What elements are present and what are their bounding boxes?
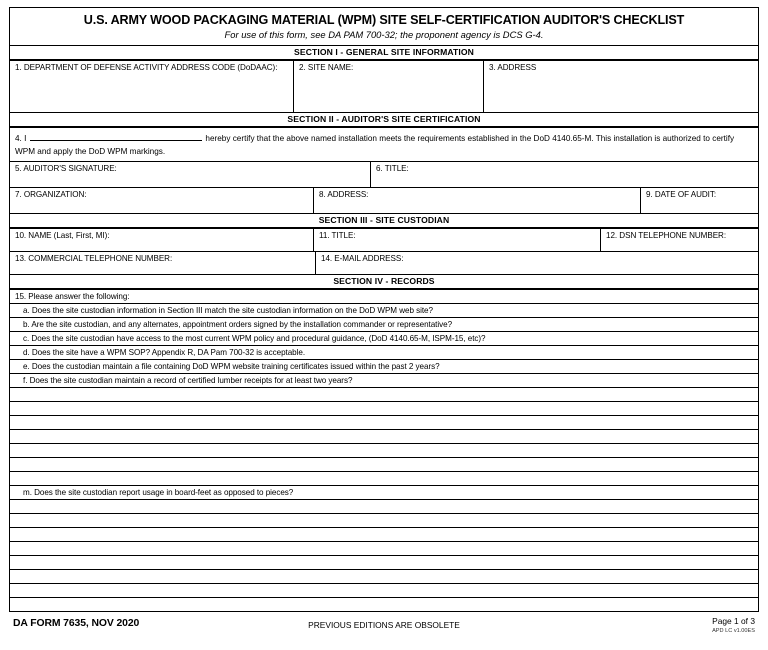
records-question-1[interactable]: b. Are the site custodian, and any alternates, appointment orders signed by the installation commander or representative?: [10, 317, 758, 331]
field-custodian-name[interactable]: [10, 229, 313, 251]
organization-row: [10, 187, 758, 213]
auditor-name-blank[interactable]: [30, 131, 202, 141]
field-auditor-signature-label: 5. AUDITOR'S SIGNATURE:: [15, 164, 117, 173]
section-1-row: [10, 60, 758, 112]
field-email-address-label: 14. E-MAIL ADDRESS:: [321, 254, 404, 263]
records-blank-row[interactable]: [10, 527, 758, 541]
field-auditor-signature[interactable]: [10, 162, 370, 187]
field-commercial-phone[interactable]: [10, 252, 315, 274]
section-3-body: [9, 227, 759, 274]
records-blank-row[interactable]: [10, 387, 758, 401]
records-blank-row[interactable]: [10, 499, 758, 513]
field-dsn-phone-label: 12. DSN TELEPHONE NUMBER:: [606, 231, 727, 240]
field-address-label: 3. ADDRESS: [489, 63, 537, 72]
field-dodaac-label: 1. DEPARTMENT OF DEFENSE ACTIVITY ADDRESS CODE (DoDAAC):: [15, 63, 278, 72]
field-auditor-address-label: 8. ADDRESS:: [319, 190, 369, 199]
field-date-of-audit-label: 9. DATE OF AUDIT:: [646, 190, 717, 199]
field-custodian-title[interactable]: [313, 229, 600, 251]
field-organization-label: 7. ORGANIZATION:: [15, 190, 87, 199]
records-question-m[interactable]: m. Does the site custodian report usage in board-feet as opposed to pieces?: [10, 485, 758, 499]
certification-body: hereby certify that the above named installation meets the requirements established in the DoD 4140.65-M. This installation is authorized to certify WPM and apply the DoD WPM markings.: [15, 134, 735, 156]
records-blank-row[interactable]: [10, 429, 758, 443]
signature-row: [10, 161, 758, 187]
records-blank-row[interactable]: [10, 513, 758, 527]
records-blank-row[interactable]: [10, 583, 758, 597]
field-commercial-phone-label: 13. COMMERCIAL TELEPHONE NUMBER:: [15, 254, 173, 263]
records-blank-row[interactable]: [10, 443, 758, 457]
form-id: DA FORM 7635, NOV 2020: [13, 618, 140, 629]
records-blank-row[interactable]: [10, 597, 758, 611]
records-question-4[interactable]: e. Does the custodian maintain a file containing DoD WPM website training certificates issued within the past 2 years?: [10, 359, 758, 373]
section-heading-4: SECTION IV - RECORDS: [9, 274, 759, 288]
custodian-contact-row: [10, 251, 758, 274]
records-question-5[interactable]: f. Does the site custodian maintain a record of certified lumber receipts for at least two years?: [10, 373, 758, 387]
records-blank-row[interactable]: [10, 471, 758, 485]
field-custodian-title-label: 11. TITLE:: [319, 231, 356, 240]
records-blank-row[interactable]: [10, 541, 758, 555]
page-number: Page 1 of 3: [712, 616, 755, 626]
records-blank-row[interactable]: [10, 555, 758, 569]
previous-editions-notice: PREVIOUS EDITIONS ARE OBSOLETE: [308, 620, 460, 630]
form-subtitle: For use of this form, see DA PAM 700-32; the proponent agency is DCS G-4.: [224, 29, 544, 40]
records-question-list: [10, 303, 758, 611]
records-blank-row[interactable]: [10, 415, 758, 429]
certification-prefix: 4. I: [15, 134, 27, 143]
records-question-3[interactable]: d. Does the site have a WPM SOP? Appendix R, DA Pam 700-32 is acceptable.: [10, 345, 758, 359]
field-email-address[interactable]: [315, 252, 758, 274]
section-heading-2: SECTION II - AUDITOR'S SITE CERTIFICATION: [9, 112, 759, 126]
field-site-name-label: 2. SITE NAME:: [299, 63, 354, 72]
field-date-of-audit[interactable]: [640, 188, 758, 213]
apd-version: APD LC v1.00ES: [712, 628, 755, 634]
field-auditor-title[interactable]: [370, 162, 758, 187]
records-blank-row[interactable]: [10, 401, 758, 415]
field-dsn-phone[interactable]: [600, 229, 758, 251]
section-heading-3: SECTION III - SITE CUSTODIAN: [9, 213, 759, 227]
field-auditor-title-label: 6. TITLE:: [376, 164, 409, 173]
section-1-body: [9, 59, 759, 112]
field-custodian-name-label: 10. NAME (Last, First, MI):: [15, 231, 110, 240]
records-blank-row[interactable]: [10, 569, 758, 583]
section-heading-1: SECTION I - GENERAL SITE INFORMATION: [9, 45, 759, 59]
field-auditor-address[interactable]: [313, 188, 640, 213]
section-2-body: [9, 126, 759, 213]
form-header: [9, 7, 759, 45]
records-question-0[interactable]: a. Does the site custodian information in Section III match the site custodian information on the DoD WPM web site?: [10, 303, 758, 317]
field-organization[interactable]: [10, 188, 313, 213]
section-4-body: [9, 288, 759, 612]
records-question-2[interactable]: c. Does the site custodian have access to the most current WPM policy and procedural guidance, (DoD 4140.65-M, ISPM-15, etc)?: [10, 331, 758, 345]
custodian-name-row: [10, 228, 758, 251]
form-footer: [9, 616, 759, 650]
records-instruction: 15. Please answer the following:: [10, 289, 758, 303]
certification-statement-row: [10, 127, 758, 161]
field-dodaac[interactable]: [10, 60, 293, 112]
field-site-name[interactable]: [293, 60, 483, 112]
certification-statement[interactable]: [10, 128, 758, 161]
records-blank-row[interactable]: [10, 457, 758, 471]
footer-right-group: [712, 616, 755, 636]
page-title: U.S. ARMY WOOD PACKAGING MATERIAL (WPM) SITE SELF-CERTIFICATION AUDITOR'S CHECKLIST: [83, 13, 685, 27]
field-address[interactable]: [483, 60, 758, 112]
